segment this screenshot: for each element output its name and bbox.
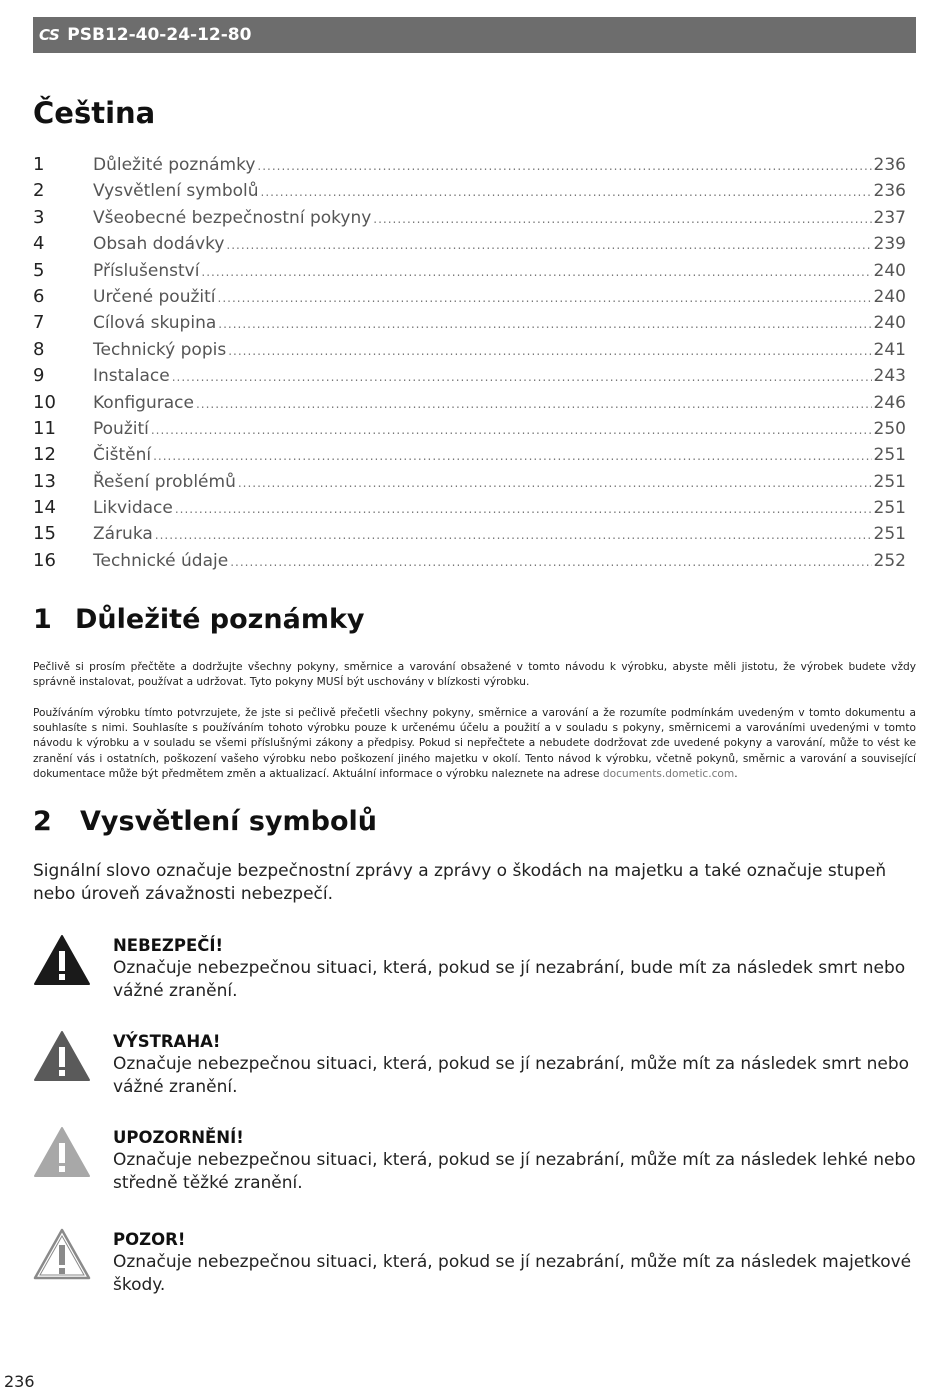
signal-description: Označuje nebezpečnou situaci, která, pokud se jí nezabrání, může mít za následek majetkové škody. [113,1252,912,1295]
symbol-text [113,1030,916,1099]
toc-item[interactable] [33,497,906,523]
symbol-text [113,1126,916,1195]
toc-title: Obsah dodávky [93,234,225,255]
toc-page: 240 [873,260,906,281]
toc-number: 7 [33,312,45,334]
section-title: Vysvětlení symbolů [80,806,377,837]
toc-title: Technické údaje [93,550,229,571]
symbol-text [113,934,916,1003]
toc-leader [196,397,872,411]
toc-leader [153,449,871,463]
toc-number: 10 [33,391,56,413]
section-2-intro: Signální slovo označuje bezpečnostní zprávy a zprávy o škodách na majetku a také označuje stupeň nebo úroveň závažnosti nebezpečí. [33,861,887,904]
section-1-heading [33,604,365,635]
toc-page: 252 [873,550,906,571]
toc-leader [155,528,872,542]
signal-word: UPOZORNĚNÍ! [113,1128,244,1147]
toc-page: 239 [873,234,906,255]
toc-item[interactable] [33,523,906,549]
toc-title: Určené použití [93,286,216,307]
toc-page: 251 [873,471,906,492]
signal-description: Označuje nebezpečnou situaci, která, pokud se jí nezabrání, může mít za následek smrt nebo vážné zranění. [113,1054,910,1097]
toc-item[interactable] [33,392,906,418]
toc-number: 12 [33,444,56,466]
warning-triangle-lightgray-icon [33,1126,91,1178]
toc-leader [175,502,872,516]
toc-item[interactable] [33,471,906,497]
toc-number: 2 [33,180,45,202]
model-number: PSB12-40-24-12-80 [67,25,252,45]
toc-item[interactable] [33,154,906,180]
section-number: 1 [33,604,52,635]
section-number: 2 [33,806,52,837]
toc-leader [257,159,871,173]
toc-leader [151,423,872,437]
toc-page: 236 [873,155,906,175]
toc-leader [218,317,871,331]
toc-title: Záruka [93,524,153,545]
toc-item[interactable] [33,444,906,470]
symbol-notice [33,1228,916,1308]
header-bar [33,17,916,53]
toc-number: 4 [33,233,45,255]
toc-number: 8 [33,338,45,360]
toc-page: 236 [873,181,906,202]
toc-item[interactable] [33,233,906,259]
toc-page: 241 [873,339,906,360]
toc-title: Technický popis [93,339,227,360]
page-number: 236 [4,1372,35,1391]
toc-leader [201,265,871,279]
toc-page: 251 [873,445,906,466]
paragraph-text: Používáním výrobku tímto potvrzujete, že jste si pečlivě přečetli všechny pokyny, směrnice a varování a že rozumíte podmínkám uvedeným v tomto dokumentu a souhlasíte s nimi. Souhlasíte s používáním tohoto výrobku pouze k určenému účelu a použití a v souladu s pokyny, směrnicemi a varováními uvedenými v tomto návodu k výrobku a v souladu se všemi příslušnými zákony a předpisy. Pokud si nepřečtete a nebudete dodržovat zde uvedené pokyny a varování, může to vést ke zranění vás i ostatních, poškození vašeho výrobku nebo poškození jiného majetku v okolí. Tento návod k výrobku, včetně pokynů, směrnic a varování a související dokumentace může být předmětem změn a aktualizací. Aktuální informace o výrobku naleznete na adrese [33,707,916,780]
toc-page: 251 [873,498,906,519]
toc-page: 250 [873,418,906,439]
toc-leader [373,212,871,226]
paragraph-end: . [734,767,738,780]
toc-title: Konfigurace [93,392,194,413]
toc-page: 240 [873,313,906,334]
toc-page: 237 [873,207,906,228]
toc-title: Příslušenství [93,260,200,281]
signal-word: NEBEZPEČÍ! [113,936,224,955]
toc-number: 1 [33,154,45,175]
symbol-warning [33,1030,916,1110]
toc-number: 14 [33,497,56,519]
toc-item[interactable] [33,550,906,576]
toc-item[interactable] [33,180,906,206]
toc-item[interactable] [33,207,906,233]
signal-description: Označuje nebezpečnou situaci, která, pokud se jí nezabrání, bude mít za následek smrt nebo vážné zranění. [113,958,906,1001]
language-title: Čeština [33,96,156,130]
toc-number: 13 [33,470,56,492]
toc-page: 240 [873,286,906,307]
section-1-paragraph-2 [33,706,916,782]
toc-leader [238,476,872,490]
toc-number: 11 [33,417,56,439]
toc-title: Použití [93,418,149,439]
toc-item[interactable] [33,260,906,286]
toc-item[interactable] [33,365,906,391]
toc-number: 3 [33,206,45,228]
toc-number: 15 [33,523,56,545]
warning-triangle-darkgray-icon [33,1030,91,1082]
section-2-heading [33,806,377,837]
language-code: CS [39,26,60,44]
toc-number: 9 [33,365,45,387]
table-of-contents [33,154,906,576]
section-1-paragraph-1: Pečlivě si prosím přečtěte a dodržujte všechny pokyny, směrnice a varování obsažené v tomto návodu k výrobku, abyste měli jistotu, že výrobek budete vždy správně instalovat, používat a udržovat. Tyto pokyny MUSÍ být uschovány v blízkosti výrobku. [33,661,916,689]
toc-leader [261,185,872,199]
signal-word: POZOR! [113,1230,186,1249]
symbol-danger [33,934,916,1014]
toc-title: Likvidace [93,498,173,519]
toc-page: 251 [873,524,906,545]
toc-page: 246 [873,392,906,413]
toc-leader [228,344,871,358]
documents-link[interactable]: documents.dometic.com [602,767,735,780]
toc-title: Vysvětlení symbolů [93,181,259,202]
section-title: Důležité poznámky [75,604,365,635]
toc-title: Cílová skupina [93,313,217,334]
signal-description: Označuje nebezpečnou situaci, která, pokud se jí nezabrání, může mít za následek lehké nebo středně těžké zranění. [113,1150,916,1193]
signal-word: VÝSTRAHA! [113,1032,221,1051]
toc-item[interactable] [33,339,906,365]
symbol-caution [33,1126,916,1206]
warning-triangle-outline-icon [33,1228,91,1280]
toc-number: 5 [33,259,45,281]
toc-item[interactable] [33,418,906,444]
toc-leader [230,555,871,569]
toc-title: Důležité poznámky [93,155,256,175]
toc-leader [172,370,872,384]
toc-item[interactable] [33,312,906,338]
toc-page: 243 [873,366,906,387]
toc-title: Všeobecné bezpečnostní pokyny [93,207,372,228]
toc-title: Čištění [93,445,152,466]
toc-item[interactable] [33,286,906,312]
toc-title: Instalace [93,366,170,387]
toc-title: Řešení problémů [93,471,236,492]
symbol-text [113,1228,916,1297]
toc-number: 16 [33,549,56,571]
toc-leader [226,238,871,252]
toc-number: 6 [33,285,45,307]
warning-triangle-black-icon [33,934,91,986]
toc-leader [218,291,872,305]
